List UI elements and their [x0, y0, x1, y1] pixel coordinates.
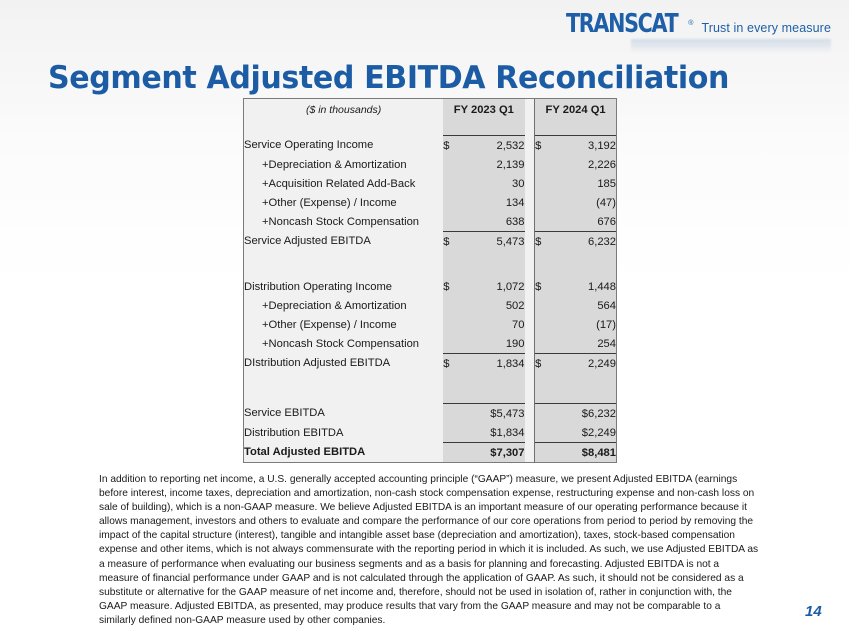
row-value-fy2023: 5,473: [466, 232, 525, 252]
column-gap: [525, 315, 535, 334]
row-label: DIstribution Adjusted EBITDA: [244, 357, 391, 370]
row-currency-fy2024: [535, 296, 557, 315]
row-currency-fy2023: $: [443, 354, 465, 374]
column-gap: [525, 277, 535, 296]
row-value-fy2023: 1,072: [466, 277, 525, 296]
row-value-fy2023: 134: [466, 193, 525, 212]
row-value-fy2024: 676: [557, 212, 616, 232]
header-band: [0, 0, 849, 52]
column-gap: [525, 155, 535, 174]
table-spacer-row: [244, 251, 616, 277]
reconciliation-grid: [244, 99, 616, 462]
row-label: +Other (Expense) / Income: [262, 196, 397, 209]
table-row: [244, 174, 616, 193]
row-currency-fy2023: [443, 212, 465, 232]
row-currency-fy2023: [443, 193, 465, 212]
row-value-fy2024: (47): [557, 193, 616, 212]
row-currency-fy2024: [535, 423, 557, 443]
row-currency-fy2023: [443, 404, 465, 424]
logo-tagline-text: Trust in every measure: [701, 21, 831, 35]
row-currency-fy2024: [535, 174, 557, 193]
row-currency-fy2023: [443, 315, 465, 334]
row-value-fy2024: $8,481: [557, 443, 616, 463]
row-currency-fy2024: [535, 443, 557, 463]
table-header-row: [244, 99, 616, 121]
spacer: [525, 121, 535, 136]
table-row: [244, 296, 616, 315]
row-currency-fy2024: [535, 193, 557, 212]
table-row: [244, 136, 616, 156]
transcat-logo: [565, 9, 831, 40]
table-row: [244, 193, 616, 212]
row-value-fy2024: 254: [557, 334, 616, 354]
table-row: [244, 443, 616, 463]
row-currency-fy2024: $: [535, 232, 557, 252]
row-label: Service Adjusted EBITDA: [244, 235, 371, 248]
row-value-fy2024: (17): [557, 315, 616, 334]
spacer: [535, 121, 557, 136]
spacer: [466, 251, 525, 277]
row-label: Distribution EBITDA: [244, 426, 344, 439]
table-row: [244, 155, 616, 174]
row-currency-fy2024: [535, 212, 557, 232]
row-value-fy2023: $7,307: [466, 443, 525, 463]
row-value-fy2023: 2,139: [466, 155, 525, 174]
row-value-fy2024: $6,232: [557, 404, 616, 424]
column-gap: [525, 136, 535, 156]
segment-ebitda-table: [243, 98, 617, 463]
non-gaap-footnote: In addition to reporting net income, a U.S. generally accepted accounting principle (“GAAP”) measure, we present Adjusted EBITDA (earnings before interest, income taxes, depreciation and amortization, non-cash stock compensation expense, restructuring expense and non-cash loss on sale of building), which is a non-GAAP measure. We believe Adjusted EBITDA is an important measure of our operating performance because it allows management, investors and others to evaluate and compare the performance of our core operations from period to period by removing the impact of the capital structure (interest), tangible and intangible asset base (depreciation and amortization), taxes, stock-based compensation expense and other items, which is not always commensurate with the reporting period in which it is included. As such, we use Adjusted EBITDA as a measure of performance when evaluating our business segments and as a basis for planning and forecasting. Adjusted EBITDA is not a measure of financial performance under GAAP and is not calculated through the application of GAAP. As such, it should not be considered as a substitute or alternative for the GAAP measure of net income and, therefore, should not be used in isolation of, rather in conjunction with, the GAAP measure. Adjusted EBITDA, as presented, may produce results that vary from the GAAP measure and may not be comparable to a similarly defined non-GAAP measure used by other companies.: [99, 474, 759, 626]
row-value-fy2023: 502: [466, 296, 525, 315]
row-value-fy2024: 3,192: [557, 136, 616, 156]
row-label: Service EBITDA: [244, 407, 325, 420]
row-currency-fy2023: [443, 443, 465, 463]
row-label: +Other (Expense) / Income: [262, 318, 397, 331]
row-label: Distribution Operating Income: [244, 280, 392, 293]
row-currency-fy2024: [535, 334, 557, 354]
row-label: Service Operating Income: [244, 139, 374, 152]
page-title: Segment Adjusted EBITDA Reconciliation: [48, 60, 730, 96]
column-gap: [525, 193, 535, 212]
row-label: +Depreciation & Amortization: [262, 158, 407, 171]
row-currency-fy2024: $: [535, 354, 557, 374]
row-value-fy2023: $5,473: [466, 404, 525, 424]
column-gap: [525, 404, 535, 424]
table-row: [244, 277, 616, 296]
spacer: [443, 373, 465, 404]
row-label: +Acquisition Related Add-Back: [262, 177, 416, 190]
row-label: +Noncash Stock Compensation: [262, 215, 420, 228]
column-gap: [525, 212, 535, 232]
page-number: 14: [805, 603, 822, 620]
column-gap: [525, 443, 535, 463]
table-row: [244, 315, 616, 334]
row-value-fy2024: 185: [557, 174, 616, 193]
table-row: [244, 232, 616, 252]
spacer: [244, 373, 443, 404]
row-label: Total Adjusted EBITDA: [244, 446, 366, 459]
table-row: [244, 404, 616, 424]
spacer: [525, 251, 535, 277]
spacer: [525, 373, 535, 404]
row-value-fy2023: 30: [466, 174, 525, 193]
row-currency-fy2023: [443, 296, 465, 315]
row-value-fy2023: 1,834: [466, 354, 525, 374]
table-row: [244, 212, 616, 232]
row-currency-fy2024: $: [535, 136, 557, 156]
row-currency-fy2024: $: [535, 277, 557, 296]
row-value-fy2024: 1,448: [557, 277, 616, 296]
spacer: [557, 251, 616, 277]
spacer: [244, 121, 443, 136]
row-value-fy2023: 190: [466, 334, 525, 354]
row-value-fy2023: 2,532: [466, 136, 525, 156]
spacer: [535, 373, 557, 404]
spacer: [557, 373, 616, 404]
spacer: [244, 251, 443, 277]
table-row: [244, 354, 616, 374]
table-spacer-row: [244, 373, 616, 404]
table-row: [244, 334, 616, 354]
logo-wordmark-text: TRANSCAT: [565, 9, 678, 40]
units-note: ($ in thousands): [305, 104, 382, 116]
header-spacer-row: [244, 121, 616, 136]
row-value-fy2023: 70: [466, 315, 525, 334]
row-currency-fy2024: [535, 155, 557, 174]
column-header-fy2024: FY 2024 Q1: [535, 99, 616, 121]
column-gap: [525, 354, 535, 374]
row-currency-fy2024: [535, 315, 557, 334]
row-value-fy2024: 564: [557, 296, 616, 315]
column-gap: [525, 296, 535, 315]
row-value-fy2024: 2,226: [557, 155, 616, 174]
row-currency-fy2023: [443, 155, 465, 174]
row-currency-fy2023: $: [443, 136, 465, 156]
column-gap: [525, 174, 535, 193]
row-value-fy2024: $2,249: [557, 423, 616, 443]
row-currency-fy2023: $: [443, 277, 465, 296]
column-gap: [525, 423, 535, 443]
row-currency-fy2023: $: [443, 232, 465, 252]
spacer: [466, 121, 525, 136]
row-currency-fy2023: [443, 334, 465, 354]
row-currency-fy2023: [443, 174, 465, 193]
column-gap: [525, 334, 535, 354]
row-value-fy2023: $1,834: [466, 423, 525, 443]
row-value-fy2023: 638: [466, 212, 525, 232]
row-label: +Depreciation & Amortization: [262, 299, 407, 312]
table-row: [244, 423, 616, 443]
registered-trademark-icon: ®: [688, 20, 694, 27]
row-value-fy2024: 6,232: [557, 232, 616, 252]
logo-reflection: [631, 39, 831, 53]
row-label: +Noncash Stock Compensation: [262, 337, 420, 350]
row-currency-fy2024: [535, 404, 557, 424]
spacer: [535, 251, 557, 277]
spacer: [443, 121, 465, 136]
column-gap: [525, 232, 535, 252]
row-currency-fy2023: [443, 423, 465, 443]
column-gap: [525, 99, 535, 121]
spacer: [443, 251, 465, 277]
column-header-fy2023: FY 2023 Q1: [443, 99, 524, 121]
row-value-fy2024: 2,249: [557, 354, 616, 374]
spacer: [557, 121, 616, 136]
spacer: [466, 373, 525, 404]
